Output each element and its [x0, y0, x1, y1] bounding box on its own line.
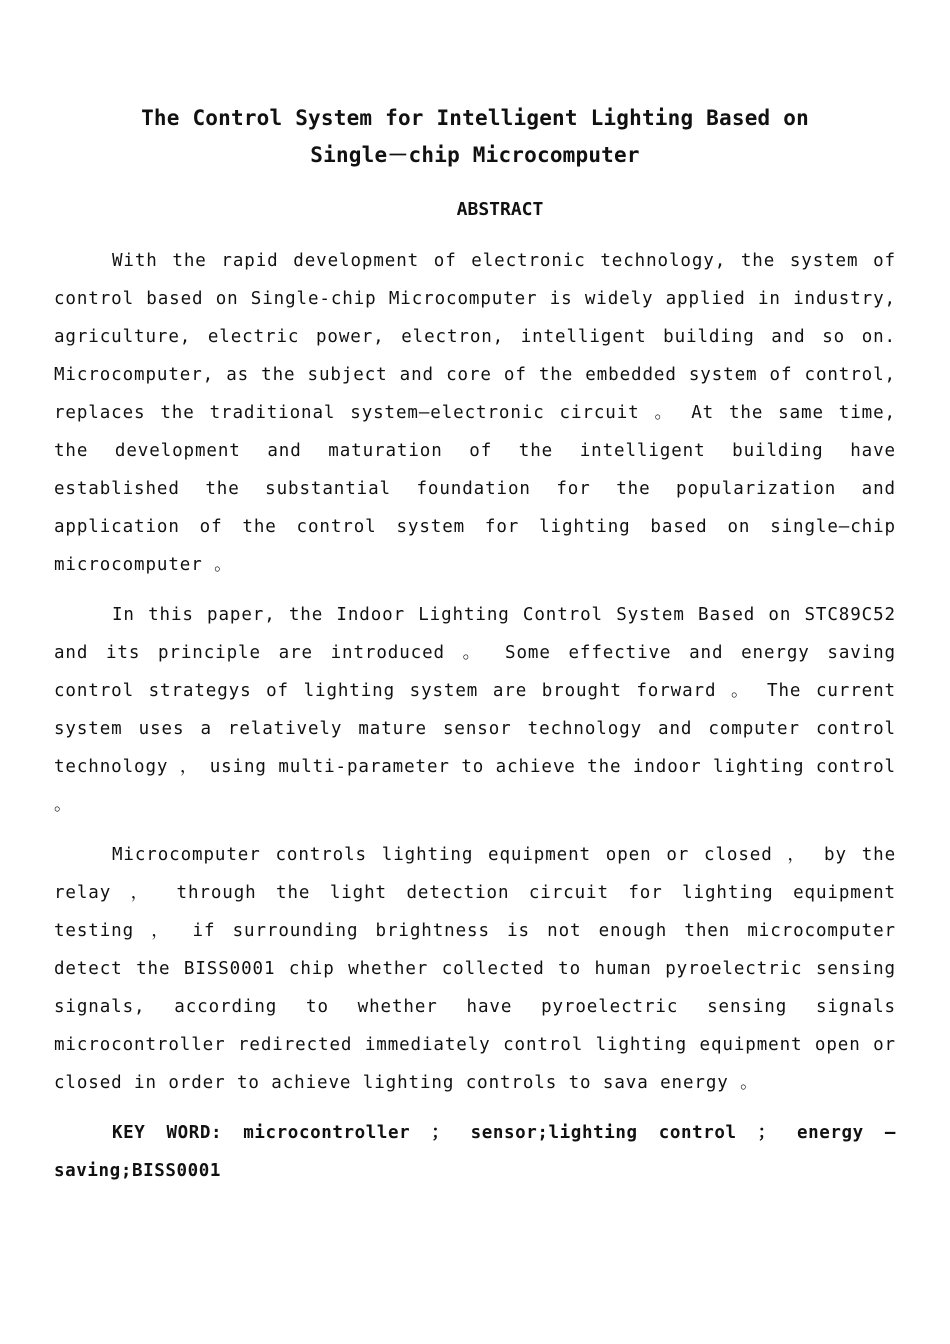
paper-title-line-2: Single－chip Microcomputer [310, 143, 640, 167]
paper-title [60, 100, 890, 174]
paper-title-line-1: The Control System for Intelligent Lighting Based on [141, 106, 809, 130]
abstract-paragraph-3: Microcomputer controls lighting equipment open or closed ， by the relay ， through the light detection circuit for lighting equipment testing ， if surrounding brightness is not enough then microcomputer detect the BISS0001 chip whether collected to human pyroelectric sensing signals, according to whether have pyroelectric sensing signals microcontroller redirected immediately control lighting equipment open or closed in order to achieve lighting controls to sava energy 。 [54, 845, 896, 1093]
keywords: KEY WORD: microcontroller ； sensor;lighting control ； energy —saving;BISS0001 [54, 1123, 896, 1181]
abstract-paragraph-1: With the rapid development of electronic technology, the system of control based on Single-chip Microcomputer is widely applied in industry, agriculture, electric power, electron, intelligent building and so on. Microcomputer, as the subject and core of the embedded system of control, replaces the traditional system—electronic circuit 。 At the same time, the development and maturation of the intelligent building have established the substantial foundation for the popularization and application of the control system for lighting based on single—chip microcomputer 。 [54, 251, 896, 575]
abstract-heading: ABSTRACT [456, 199, 544, 220]
abstract-paragraph-2: In this paper, the Indoor Lighting Control System Based on STC89C52 and its principle are introduced 。 Some effective and energy saving control strategys of lighting system are brought forward 。 The current system uses a relatively mature sensor technology and computer control technology ， using multi-parameter to achieve the indoor lighting control 。 [54, 605, 896, 815]
